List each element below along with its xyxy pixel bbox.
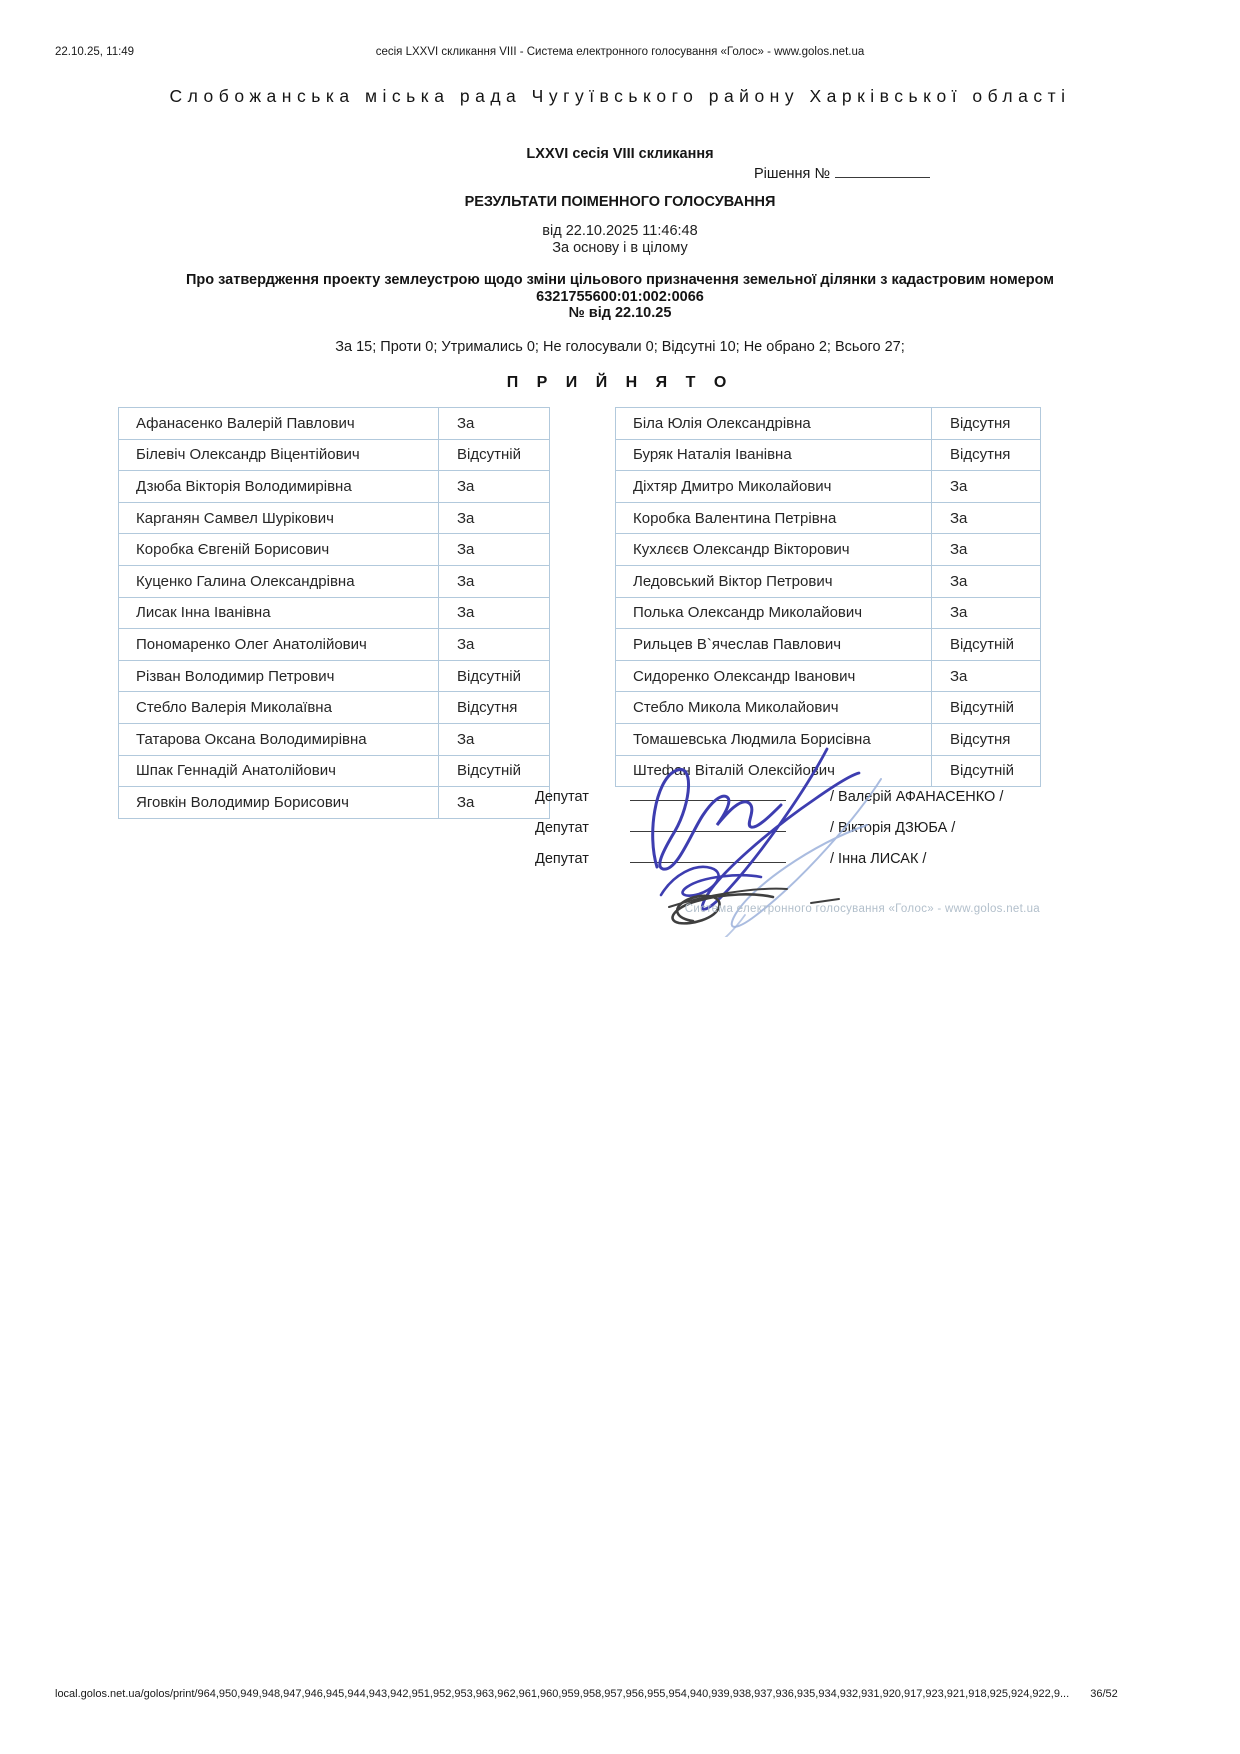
decision-number-blank — [835, 164, 930, 178]
deputy-name: Кухлєєв Олександр Вікторович — [616, 534, 932, 565]
deputy-name: Дзюба Вікторія Володимирівна — [119, 471, 439, 502]
signature-row — [0, 810, 1240, 841]
vote-value: За — [457, 541, 475, 559]
vote-value: Відсутній — [457, 762, 521, 780]
vote-table-left — [118, 407, 550, 819]
system-watermark: Система електронного голосування «Голос» - www.golos.net.ua — [684, 903, 1040, 915]
print-page-indicator: 36/52 — [1090, 1688, 1118, 1700]
signature-name: / Валерій АФАНАСЕНКО / — [830, 789, 1004, 805]
deputy-name: Томашевська Людмила Борисівна — [616, 724, 932, 755]
deputy-name: Біла Юлія Олександрівна — [616, 408, 932, 439]
decision-number-line — [0, 164, 930, 182]
print-timestamp: 22.10.25, 11:49 — [55, 46, 135, 58]
table-row — [119, 503, 549, 535]
deputy-name: Коробка Євгеній Борисович — [119, 534, 439, 565]
vote-tables — [118, 407, 1041, 819]
vote-table-right — [615, 407, 1041, 787]
deputy-name: Татарова Оксана Володимирівна — [119, 724, 439, 755]
deputy-name: Стебло Валерія Миколаївна — [119, 692, 439, 723]
vote-summary: За 15; Проти 0; Утримались 0; Не голосували 0; Відсутні 10; Не обрано 2; Всього 27; — [335, 339, 905, 355]
table-row — [616, 503, 1040, 535]
print-doc-title: сесія LXXVI скликання VIII - Система електронного голосування «Голос» - www.golos.net.ua — [375, 46, 865, 58]
deputy-name: Білевіч Олександр Віцентійович — [119, 440, 439, 471]
deputy-name: Афанасенко Валерій Павлович — [119, 408, 439, 439]
signature-line — [630, 831, 786, 832]
vote-value: За — [457, 730, 475, 748]
session-title: LXXVI сесія VIII скликання — [526, 146, 714, 162]
deputy-name: Куценко Галина Олександрівна — [119, 566, 439, 597]
table-row — [119, 440, 549, 472]
table-row — [616, 566, 1040, 598]
deputy-name: Шпак Геннадій Анатолійович — [119, 756, 439, 787]
browser-print-footer — [55, 1688, 1185, 1700]
vote-value: За — [950, 477, 968, 495]
vote-value: За — [457, 635, 475, 653]
vote-value: За — [457, 572, 475, 590]
results-title: РЕЗУЛЬТАТИ ПОІМЕННОГО ГОЛОСУВАННЯ — [464, 194, 776, 210]
vote-subject-line3: № від 22.10.25 — [568, 305, 672, 321]
vote-value: За — [950, 604, 968, 622]
deputy-name: Буряк Наталія Іванівна — [616, 440, 932, 471]
vote-value: Відсутній — [950, 762, 1014, 780]
table-row — [616, 440, 1040, 472]
table-row — [119, 661, 549, 693]
table-row — [119, 692, 549, 724]
print-source-url: local.golos.net.ua/golos/print/964,950,949,948,947,946,945,944,943,942,951,952,953,963,962,961,960,959,958,957,956,955,954,940,939,938,937,936,935,934,932,931,920,917,923,921,918,925,924,922,9... — [55, 1688, 1070, 1700]
vote-datetime: від 22.10.2025 11:46:48 — [542, 223, 698, 239]
vote-value: Відсутня — [457, 699, 518, 717]
signature-line — [630, 862, 786, 863]
deputy-name: Стебло Микола Миколайович — [616, 692, 932, 723]
deputy-name: Рильцев В`ячеслав Павлович — [616, 629, 932, 660]
vote-value: За — [950, 667, 968, 685]
vote-value: Відсутній — [950, 699, 1014, 717]
decision-label: Рішення № — [753, 166, 830, 182]
table-row — [119, 598, 549, 630]
table-row — [616, 534, 1040, 566]
table-row — [119, 629, 549, 661]
signatures-block — [0, 779, 1240, 872]
table-row — [616, 661, 1040, 693]
verdict-accepted: П Р И Й Н Я Т О — [506, 374, 734, 391]
vote-subject-line1: Про затвердження проекту землеустрою щодо зміни цільового призначення земельної ділянки з кадастровим номером — [185, 272, 1054, 288]
council-title: Слобожанська міська рада Чугуївського району Харківської області — [169, 86, 1071, 106]
signature-role-label: Депутат — [535, 789, 589, 805]
signature-name: / Інна ЛИСАК / — [830, 851, 927, 867]
table-row — [616, 408, 1040, 440]
table-row — [616, 692, 1040, 724]
vote-value: Відсутня — [950, 446, 1011, 464]
vote-value: За — [950, 509, 968, 527]
signature-line — [630, 800, 786, 801]
table-row — [616, 598, 1040, 630]
browser-print-header — [0, 46, 1240, 62]
deputy-name: Яговкін Володимир Борисович — [119, 787, 439, 818]
vote-basis: За основу і в цілому — [552, 240, 688, 256]
vote-value: Відсутня — [950, 730, 1011, 748]
deputy-name: Карганян Самвел Шурікович — [119, 503, 439, 534]
table-row — [616, 629, 1040, 661]
deputy-name: Полька Олександр Миколайович — [616, 598, 932, 629]
deputy-name: Коробка Валентина Петрівна — [616, 503, 932, 534]
table-row — [616, 724, 1040, 756]
vote-value: Відсутня — [950, 414, 1011, 432]
vote-value: За — [457, 604, 475, 622]
deputy-name: Різван Володимир Петрович — [119, 661, 439, 692]
deputy-name: Сидоренко Олександр Іванович — [616, 661, 932, 692]
signature-role-label: Депутат — [535, 851, 589, 867]
deputy-name: Діхтяр Дмитро Миколайович — [616, 471, 932, 502]
vote-value: За — [457, 414, 475, 432]
table-row — [119, 534, 549, 566]
table-row — [119, 724, 549, 756]
table-row — [119, 408, 549, 440]
vote-value: За — [457, 793, 475, 811]
vote-value: За — [950, 541, 968, 559]
vote-subject-line2: 6321755600:01:002:0066 — [536, 288, 704, 305]
vote-value: За — [457, 509, 475, 527]
signature-role-label: Депутат — [535, 820, 589, 836]
signature-row — [0, 779, 1240, 810]
table-row — [616, 471, 1040, 503]
deputy-name: Пономаренко Олег Анатолійович — [119, 629, 439, 660]
deputy-name: Ледовський Віктор Петрович — [616, 566, 932, 597]
table-row — [119, 566, 549, 598]
vote-value: Відсутній — [950, 635, 1014, 653]
deputy-name: Штефан Віталій Олексійович — [616, 756, 932, 787]
vote-value: Відсутній — [457, 667, 521, 685]
vote-subject — [100, 272, 1140, 322]
deputy-name: Лисак Інна Іванівна — [119, 598, 439, 629]
vote-value: За — [457, 477, 475, 495]
signature-row — [0, 841, 1240, 872]
vote-value: За — [950, 572, 968, 590]
signature-name: / Вікторія ДЗЮБА / — [830, 820, 956, 836]
table-row — [119, 471, 549, 503]
vote-value: Відсутній — [457, 446, 521, 464]
